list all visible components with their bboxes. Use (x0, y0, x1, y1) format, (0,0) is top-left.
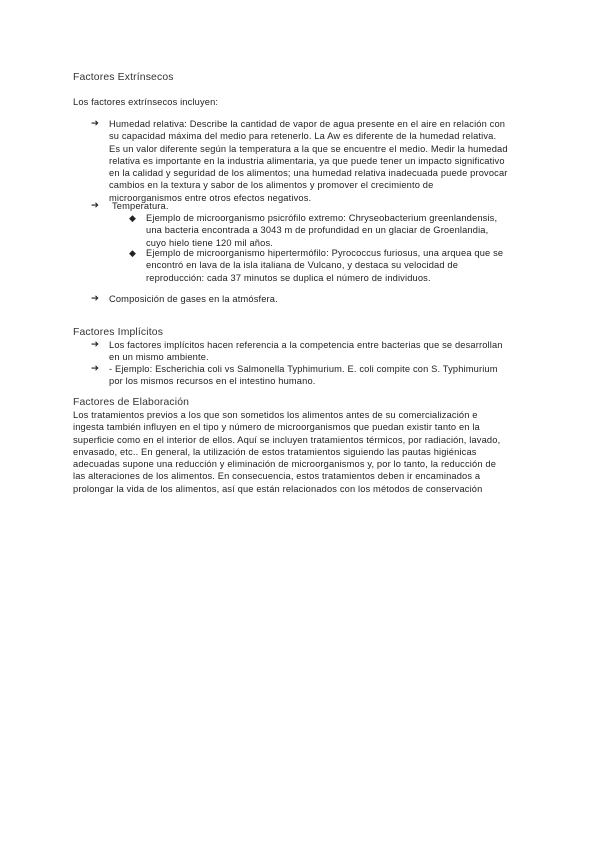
text-line: las alteraciones de los alimentos. En consecuencia, estos tratamientos deben ir encaminados a (73, 471, 481, 482)
text-line: en un mismo ambiente. (109, 352, 209, 363)
diamond-bullet-icon: ◆ (129, 248, 136, 258)
text-line: cuyo hielo tiene 120 mil años. (146, 237, 273, 248)
text-line: una bacteria encontrada a 3043 m de profundidad en un glaciar de Groenlandia, (146, 225, 489, 236)
text-line: reproducción: cada 37 minutos se duplica el número de individuos. (146, 272, 431, 283)
text-line: adecuadas supone una reducción y eliminación de microorganismos y, por lo tanto, la reducción de (73, 459, 497, 470)
text-line: prolongar la vida de los alimentos, así que están relacionados con los métodos de conservación (73, 483, 483, 494)
humedad-relativa-item (109, 118, 508, 204)
implicitos-item-2 (109, 363, 498, 388)
diamond-bullet-icon: ◆ (129, 213, 136, 223)
text-line: por los mismos recursos en el intestino humano. (109, 376, 316, 387)
gases-item: Composición de gases en la atmósfera. (109, 294, 278, 304)
section-heading-extrinsecos: Factores Extrínsecos (73, 72, 174, 83)
arrow-bullet-icon: ➔ (91, 293, 99, 304)
text-line: ingesta también influyen en el tipo y número de microorganismos que puedan existir tanto en la (73, 422, 480, 433)
text-line: en la calidad y seguridad de los alimentos; una humedad relativa inadecuada puede provocar (109, 168, 508, 179)
text-line: Es un valor diferente según la temperatura a la que se encuentre el medio. Medir la humedad (109, 143, 508, 154)
hipertermofilo-subitem (146, 247, 503, 284)
intro-text: Los factores extrínsecos incluyen: (73, 97, 219, 107)
arrow-bullet-icon: ➔ (91, 118, 99, 129)
text-line: Ejemplo de microorganismo hipertermófilo: Pyrococcus furiosus, una arquea que se (146, 248, 504, 258)
arrow-bullet-icon: ➔ (91, 200, 99, 211)
text-line: Humedad relativa: Describe la cantidad de vapor de agua presente en el aire en relación con (109, 119, 506, 129)
text-line: Ejemplo de microorganismo psicrófilo extremo: Chryseobacterium greenlandensis, (146, 213, 498, 223)
text-line: relativa es importante en la industria alimentaria, ya que puede tener un impacto significativo (109, 155, 505, 166)
psicrofilo-subitem (146, 212, 497, 249)
section-heading-implicitos: Factores Implícitos (73, 327, 164, 338)
arrow-bullet-icon: ➔ (91, 363, 99, 374)
text-line: su capacidad máxima del medio para retenerlo. La Aw es diferente de la humedad relativa. (109, 131, 497, 142)
temperatura-item: Temperatura. (112, 201, 169, 211)
text-line: superficie como en el interior de ellos. Aquí se incluyen tratamientos térmicos, por radiación, lavado, (73, 434, 501, 445)
text-line: Los factores implícitos hacen referencia a la competencia entre bacterias que se desarrollan (109, 340, 503, 350)
text-line: envasado, etc.. En general, la utilización de estos tratamientos siguiendo las pautas higiénicas (73, 446, 477, 457)
text-line: encontró en lava de la isla italiana de Vulcano, y destaca su velocidad de (146, 260, 459, 271)
arrow-bullet-icon: ➔ (91, 339, 99, 350)
implicitos-item-1 (109, 339, 503, 364)
text-line: microorganismos entre otros efectos negativos. (109, 192, 312, 203)
elaboracion-paragraph (73, 409, 500, 495)
text-line: - Ejemplo: Escherichia coli vs Salmonella Typhimurium. E. coli compite con S. Typhimurium (109, 364, 498, 374)
text-line: Los tratamientos previos a los que son sometidos los alimentos antes de su comercialización e (73, 410, 478, 420)
text-line: cambios en la textura y sabor de los alimentos y promover el crecimiento de (109, 180, 434, 191)
section-heading-elaboracion: Factores de Elaboración (73, 397, 190, 408)
